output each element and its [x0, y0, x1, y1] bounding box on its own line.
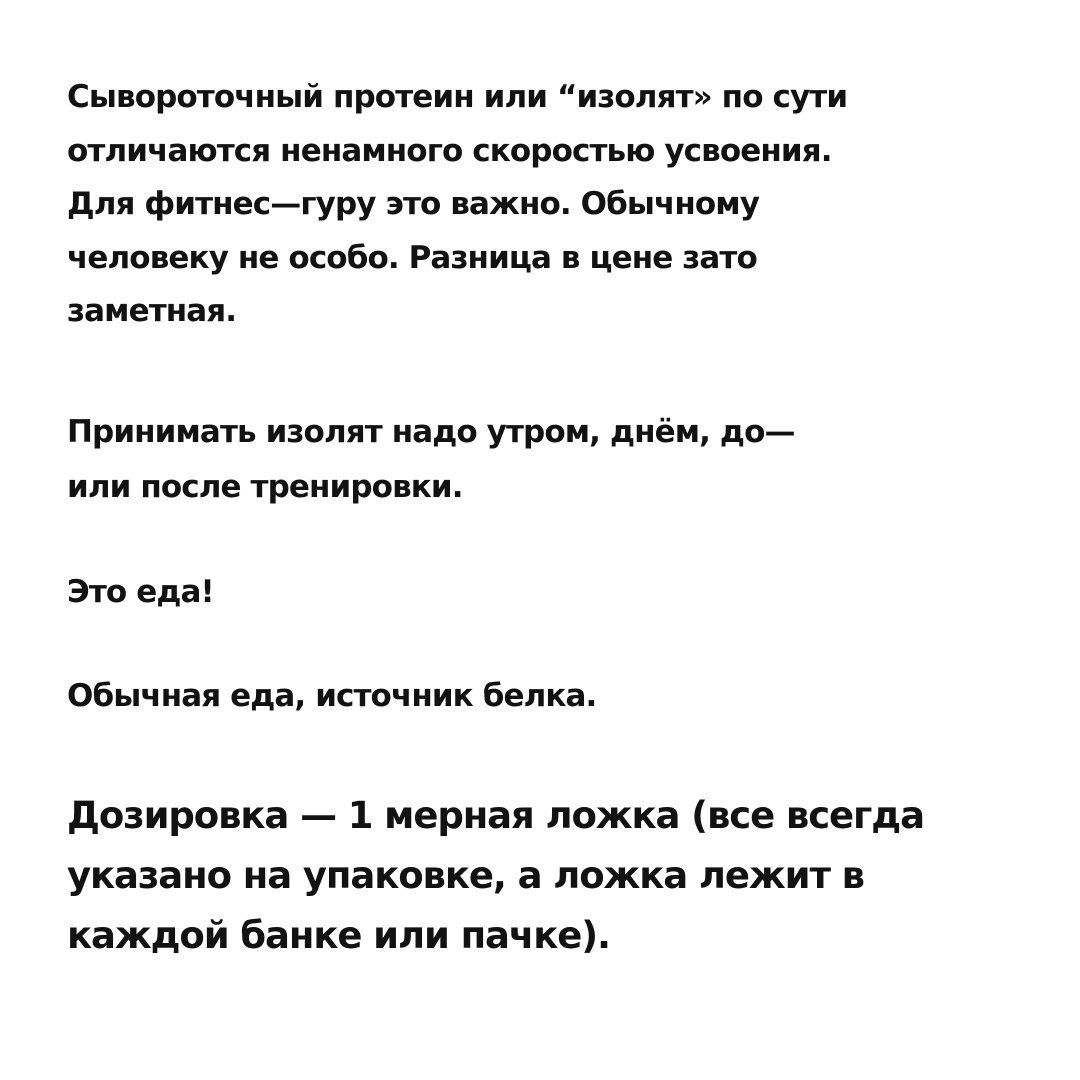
paragraph-protein-source: Обычная еда, источник белка.: [67, 678, 597, 714]
paragraph-when-to-take: Принимать изолят надо утром, днём, до— или после тренировки.: [67, 414, 795, 505]
paragraph-its-food: Это еда!: [67, 574, 214, 610]
paragraph-whey-vs-isolate: Сывороточный протеин или “изолят» по сути отличаются ненамного скоростью усвоения. Для фитнес—гуру это важно. Обычному человеку не особо. Разница в цене зато заметная.: [67, 79, 848, 329]
paragraph-dosage: Дозировка — 1 мерная ложка (все всегда указано на упаковке, а ложка лежит в каждой банке или пачке).: [67, 794, 924, 957]
